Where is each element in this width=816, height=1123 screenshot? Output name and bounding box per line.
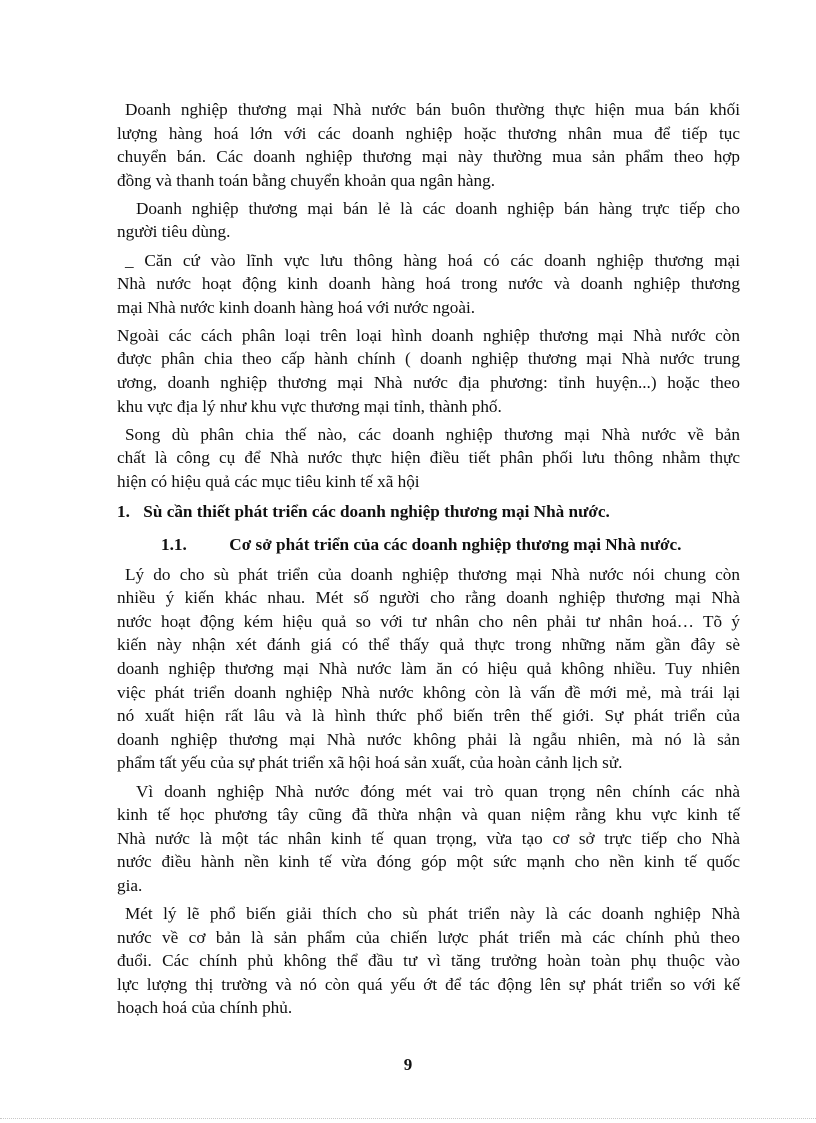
text-line: việc phát triển doanh nghiệp Nhà nước không còn là vấn đề mới mẻ, mà trái lại bbox=[117, 682, 740, 702]
text-line: gia. bbox=[117, 875, 143, 895]
page-number: 9 bbox=[403, 1055, 413, 1074]
section-heading-1 bbox=[117, 500, 740, 524]
paragraph-wholesale bbox=[117, 98, 740, 192]
text-line: Doanh nghiệp thương mại Nhà nước bán buôn thường thực hiện mua bán khối bbox=[125, 100, 740, 119]
text-line: chất là công cụ để Nhà nước thực hiện điều tiết phân phối lưu thông nhằm thực bbox=[117, 448, 740, 468]
subsection-number: 1.1. bbox=[161, 535, 187, 555]
text-line: lượng hàng hoá lớn với các doanh nghiệp hoặc thương nhân mua để tiếp tục bbox=[117, 123, 740, 143]
paragraph-nature bbox=[117, 423, 740, 494]
text-line: doanh nghiệp thương mại Nhà nước không phải là ngẫu nhiên, mà nó là sản bbox=[117, 729, 740, 749]
text-line: Nhà nước hoạt động kinh doanh hàng hoá trong nước và doanh nghiệp thương bbox=[117, 274, 740, 294]
text-line: nhiều ý kiến khác nhau. Mét số người cho rằng doanh nghiệp thương mại Nhà bbox=[117, 588, 740, 608]
paragraph-retail bbox=[117, 197, 740, 244]
paragraph-role bbox=[117, 780, 740, 898]
page-body bbox=[117, 98, 740, 1024]
text-line: lực lượng thị trường và nó còn quá yếu ớt để tác động lên sự phát triển so với kế bbox=[117, 974, 740, 994]
text-line: Song dù phân chia thế nào, các doanh nghiệp thương mại Nhà nước về bản bbox=[125, 424, 740, 444]
text-line: kinh tế học phương tây cũng đã thừa nhận và quan niệm rằng khu vực kinh tế bbox=[117, 805, 740, 825]
text-line: nước về cơ bản là sản phẩm của chiến lược phát triển mà các chính phủ theo bbox=[117, 927, 740, 947]
text-line: nó xuất hiện rất lâu và là hình thức phổ biến trên thế giới. Sự phát triển của bbox=[117, 706, 740, 726]
paragraph-strategy bbox=[117, 902, 740, 1020]
text-line: nước hoạt động kém hiệu quả so với tư nhân cho nên phải tư nhân hoá… Tõ ý bbox=[117, 611, 740, 631]
text-line: mại Nhà nước kinh doanh hàng hoá với nước ngoài. bbox=[117, 297, 476, 317]
text-line: nước điều hành nền kinh tế vừa đóng góp một sức mạnh cho nền kinh tế quốc bbox=[117, 852, 740, 872]
text-line: đồng và thanh toán bằng chuyển khoản qua ngân hàng. bbox=[117, 170, 496, 190]
text-line: đuổi. Các chính phủ không thể đầu tư vì tăng trưởng hoàn toàn phụ thuộc vào bbox=[117, 951, 740, 971]
section-title: Sù cần thiết phát triển các doanh nghiệp thương mại Nhà nước. bbox=[143, 501, 610, 521]
text-line: phẩm tất yếu của sự phát triển xã hội hoá sản xuất, của hoàn cảnh lịch sử. bbox=[117, 753, 623, 773]
text-line: Lý do cho sù phát triển của doanh nghiệp thương mại Nhà nước nói chung còn bbox=[125, 564, 740, 584]
paragraph-circulation-field bbox=[117, 249, 740, 320]
text-line: ương, doanh nghiệp thương mại Nhà nước địa phương: tỉnh huyện...) hoặc theo bbox=[117, 373, 740, 393]
text-line: Ngoài các cách phân loại trên loại hình doanh nghiệp thương mại Nhà nước còn bbox=[117, 325, 740, 345]
paragraph-administrative-level bbox=[117, 324, 740, 418]
paragraph-reasons bbox=[117, 563, 740, 775]
subsection-title: Cơ sở phát triển của các doanh nghiệp thương mại Nhà nước. bbox=[229, 535, 682, 555]
section-heading-1-1 bbox=[117, 533, 740, 557]
text-line: hoạch hoá của chính phủ. bbox=[117, 998, 293, 1018]
section-number: 1. bbox=[117, 501, 130, 521]
text-line: chuyển bán. Các doanh nghiệp thương mại này thường mua sản phẩm theo hợp bbox=[117, 147, 740, 167]
text-line: doanh nghiệp thương mại Nhà nước làm ăn có hiệu quả không nhiều. Tuy nhiên bbox=[117, 659, 740, 679]
text-line: _ Căn cứ vào lĩnh vực lưu thông hàng hoá có các doanh nghiệp thương mại bbox=[125, 250, 740, 270]
text-line: được phân chia theo cấp hành chính ( doanh nghiệp thương mại Nhà nước trung bbox=[117, 349, 740, 369]
text-line: hiện có hiệu quả các mục tiêu kinh tế xã hội bbox=[117, 471, 420, 491]
text-line: kiến này nhận xét đánh giá có thể thấy quả thực trong những năm gần đây sè bbox=[117, 635, 740, 655]
text-line: Mét lý lẽ phổ biến giải thích cho sù phát triển này là các doanh nghiệp Nhà bbox=[125, 904, 740, 923]
page-bottom-divider bbox=[0, 1118, 816, 1119]
text-line: Nhà nước là một tác nhân kinh tế quan trọng, vừa tạo cơ sở trực tiếp cho Nhà bbox=[117, 828, 740, 848]
text-line: Doanh nghiệp thương mại bán lẻ là các doanh nghiệp bán hàng trực tiếp cho bbox=[136, 198, 740, 218]
text-line: người tiêu dùng. bbox=[117, 222, 231, 242]
text-line: khu vực địa lý như khu vực thương mại tỉnh, thành phố. bbox=[117, 396, 502, 416]
text-line: Vì doanh nghiệp Nhà nước đóng mét vai trò quan trọng nên chính các nhà bbox=[136, 781, 740, 801]
